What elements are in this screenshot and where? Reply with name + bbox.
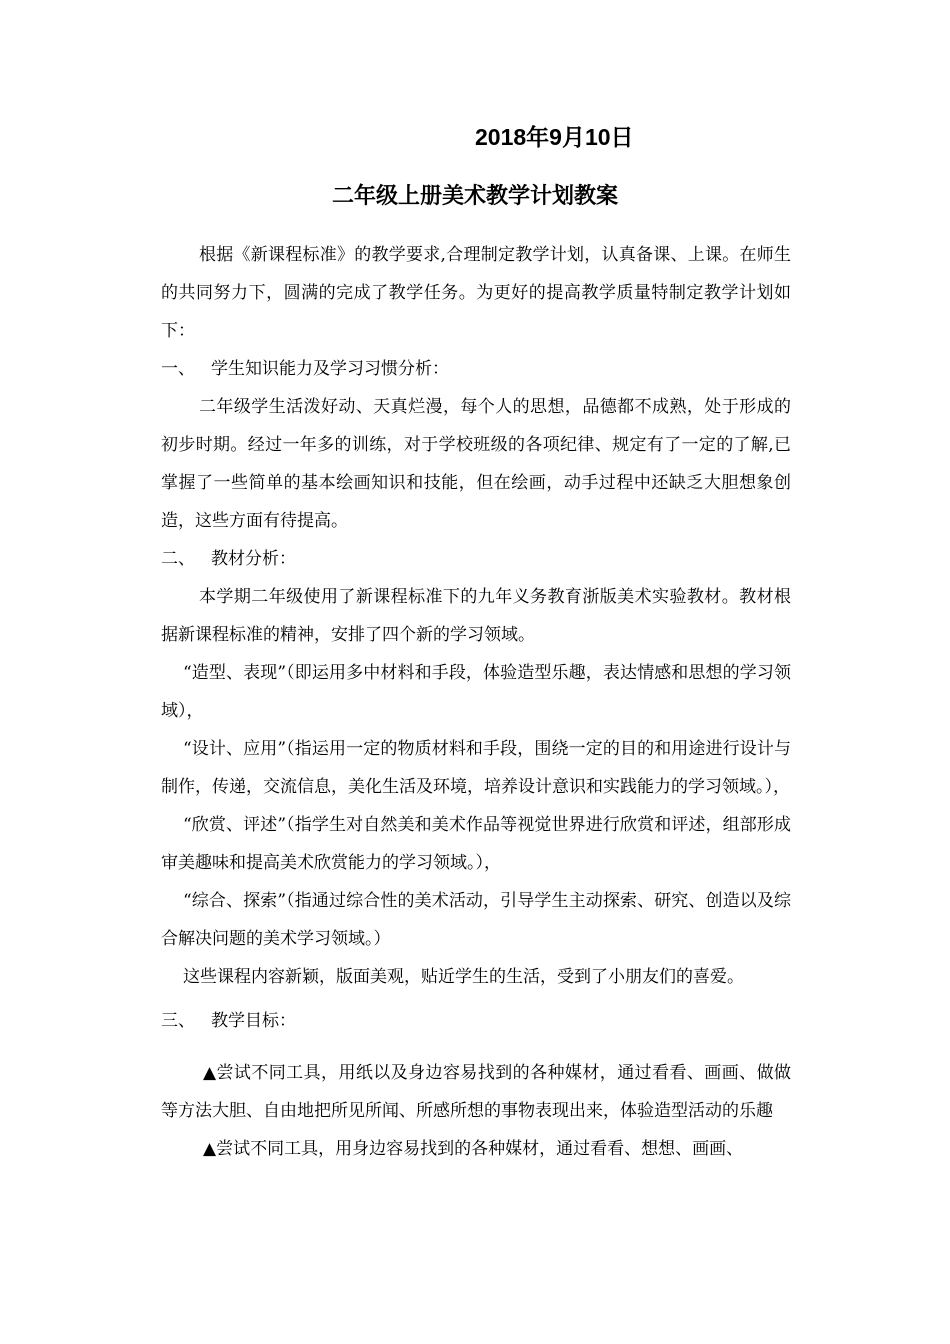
section-heading-3 [161,1002,791,1040]
section-number: 三、 [161,1011,195,1031]
document-title: 二年级上册美术教学计划教案 [331,184,618,209]
goal-item: ▲尝试不同工具，用身边容易找到的各种媒材，通过看看、想想、画画、 [203,1139,744,1159]
domain-item: “欣赏、评述”（指学生对自然美和美术作品等视觉世界进行欣赏和评述，组部形成审美趣味和提高美术欣赏能力的学习领域。）， [161,815,791,873]
domain-item: “造型、表现”（即运用多中材料和手段，体验造型乐趣，表达情感和思想的学习领域）， [161,663,791,721]
goal-item: ▲尝试不同工具，用纸以及身边容易找到的各种媒材，通过看看、画画、做做等方法大胆、自由地把所见所闻、所感所想的事物表现出来，体验造型活动的乐趣 [161,1063,791,1121]
section-title: 教学目标： [211,1011,296,1031]
section-heading-2 [161,540,791,578]
section-title: 教材分析： [211,549,296,569]
section-number: 二、 [161,549,195,569]
domain-item: “设计、应用”（指运用一定的物质材料和手段，围绕一定的目的和用途进行设计与制作，传递，交流信息，美化生活及环境，培养设计意识和实践能力的学习领域。）， [161,739,791,797]
spacer [161,1040,791,1054]
document-date: 2018年9月10日 [475,124,634,150]
domain-item: “综合、探索”（指通过综合性的美术活动，引导学生主动探索、研究、创造以及综合解决问题的美术学习领域。） [161,891,791,949]
intro-paragraph: 根据《新课程标准》的教学要求,合理制定教学计划，认真备课、上课。在师生的共同努力下，圆满的完成了教学任务。为更好的提高教学质量特制定教学计划如下： [161,245,791,341]
section-heading-1 [161,350,791,388]
section-title: 学生知识能力及学习习惯分析： [211,359,449,379]
section-number: 一、 [161,359,195,379]
section-2-paragraph: 本学期二年级使用了新课程标准下的九年义务教育浙版美术实验教材。教材根据新课程标准的精神，安排了四个新的学习领域。 [161,587,791,645]
section-1-paragraph: 二年级学生活泼好动、天真烂漫，每个人的思想，品德都不成熟，处于形成的初步时期。经过一年多的训练，对于学校班级的各项纪律、规定有了一定的了解,已掌握了一些简单的基本绘画知识和技能，但在绘画，动手过程中还缺乏大胆想象创造，这些方面有待提高。 [161,397,791,531]
section-2-closing: 这些课程内容新颖，版面美观，贴近学生的生活，受到了小朋友们的喜爱。 [183,967,744,987]
document-body [161,236,791,1168]
